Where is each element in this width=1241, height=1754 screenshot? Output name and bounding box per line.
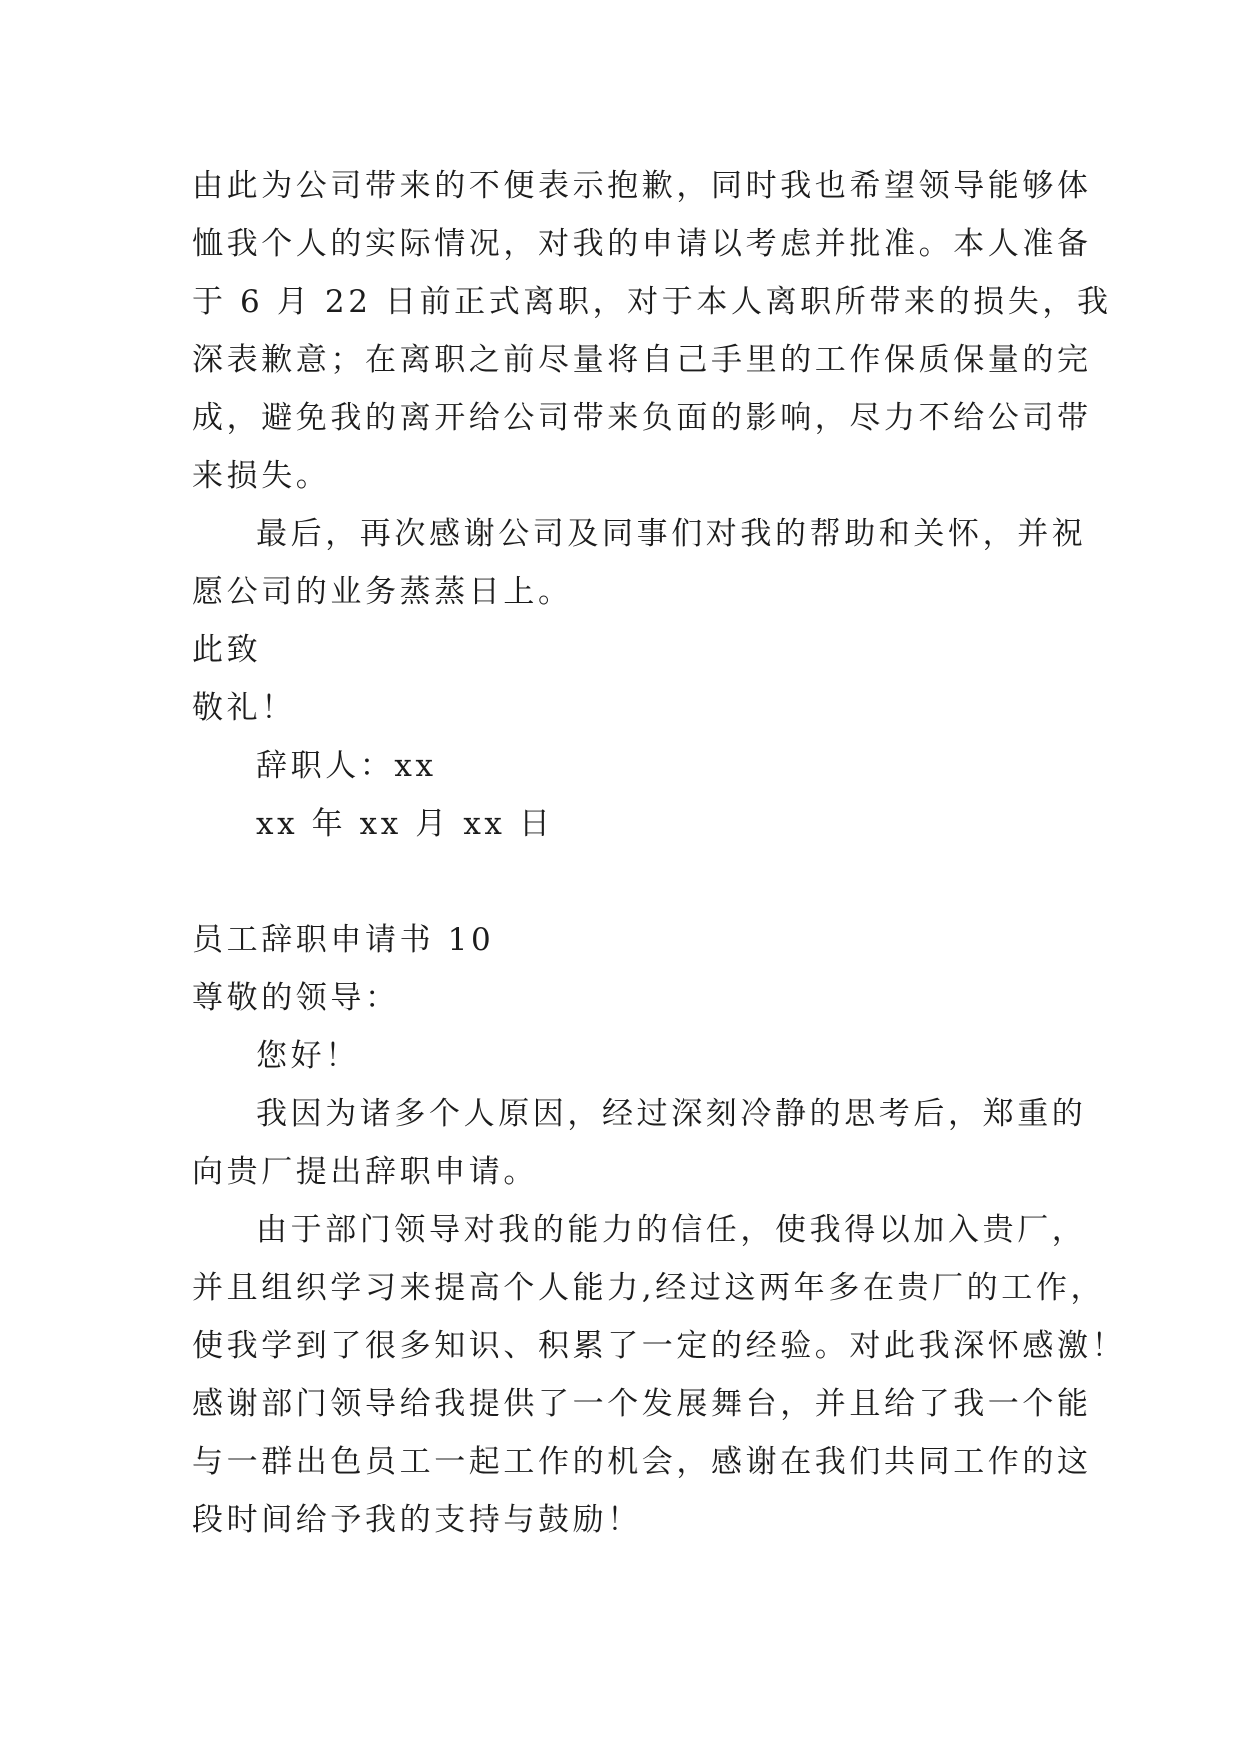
body-text-line: 成，避免我的离开给公司带来负面的影响，尽力不给公司带: [192, 400, 1092, 436]
body-text-line: 我因为诸多个人原因，经过深刻冷静的思考后，郑重的: [256, 1096, 1087, 1132]
closing-line: 此致: [192, 632, 262, 668]
body-text-line: 向贵厂提出辞职申请。: [192, 1154, 538, 1190]
date-line: xx 年 xx 月 xx 日: [256, 806, 554, 842]
body-text-line: 由于部门领导对我的能力的信任，使我得以加入贵厂，: [256, 1212, 1087, 1248]
body-text-line: 恤我个人的实际情况，对我的申请以考虑并批准。本人准备: [192, 226, 1092, 262]
body-text-line: 于 6 月 22 日前正式离职，对于本人离职所带来的损失，我: [192, 284, 1112, 320]
salutation: 尊敬的领导：: [192, 980, 400, 1016]
closing-salute: 敬礼！: [192, 690, 296, 726]
body-text-line: 与一群出色员工一起工作的机会，感谢在我们共同工作的这: [192, 1444, 1092, 1480]
signature-line: 辞职人：xx: [256, 748, 437, 784]
body-text-line: 感谢部门领导给我提供了一个发展舞台，并且给了我一个能: [192, 1386, 1092, 1422]
section-title: 员工辞职申请书 10: [192, 922, 495, 958]
body-text-line: 来损失。: [192, 458, 331, 494]
body-text-line: 使我学到了很多知识、积累了一定的经验。对此我深怀感激！: [192, 1328, 1127, 1364]
body-text-line: 段时间给予我的支持与鼓励！: [192, 1502, 642, 1538]
body-text-line: 最后，再次感谢公司及同事们对我的帮助和关怀，并祝: [256, 516, 1087, 552]
body-text-line: 愿公司的业务蒸蒸日上。: [192, 574, 573, 610]
body-text-line: 由此为公司带来的不便表示抱歉，同时我也希望领导能够体: [192, 168, 1092, 204]
body-text-line: 并且组织学习来提高个人能力,经过这两年多在贵厂的工作，: [192, 1270, 1106, 1306]
greeting: 您好！: [256, 1038, 360, 1074]
body-text-line: 深表歉意；在离职之前尽量将自己手里的工作保质保量的完: [192, 342, 1092, 378]
